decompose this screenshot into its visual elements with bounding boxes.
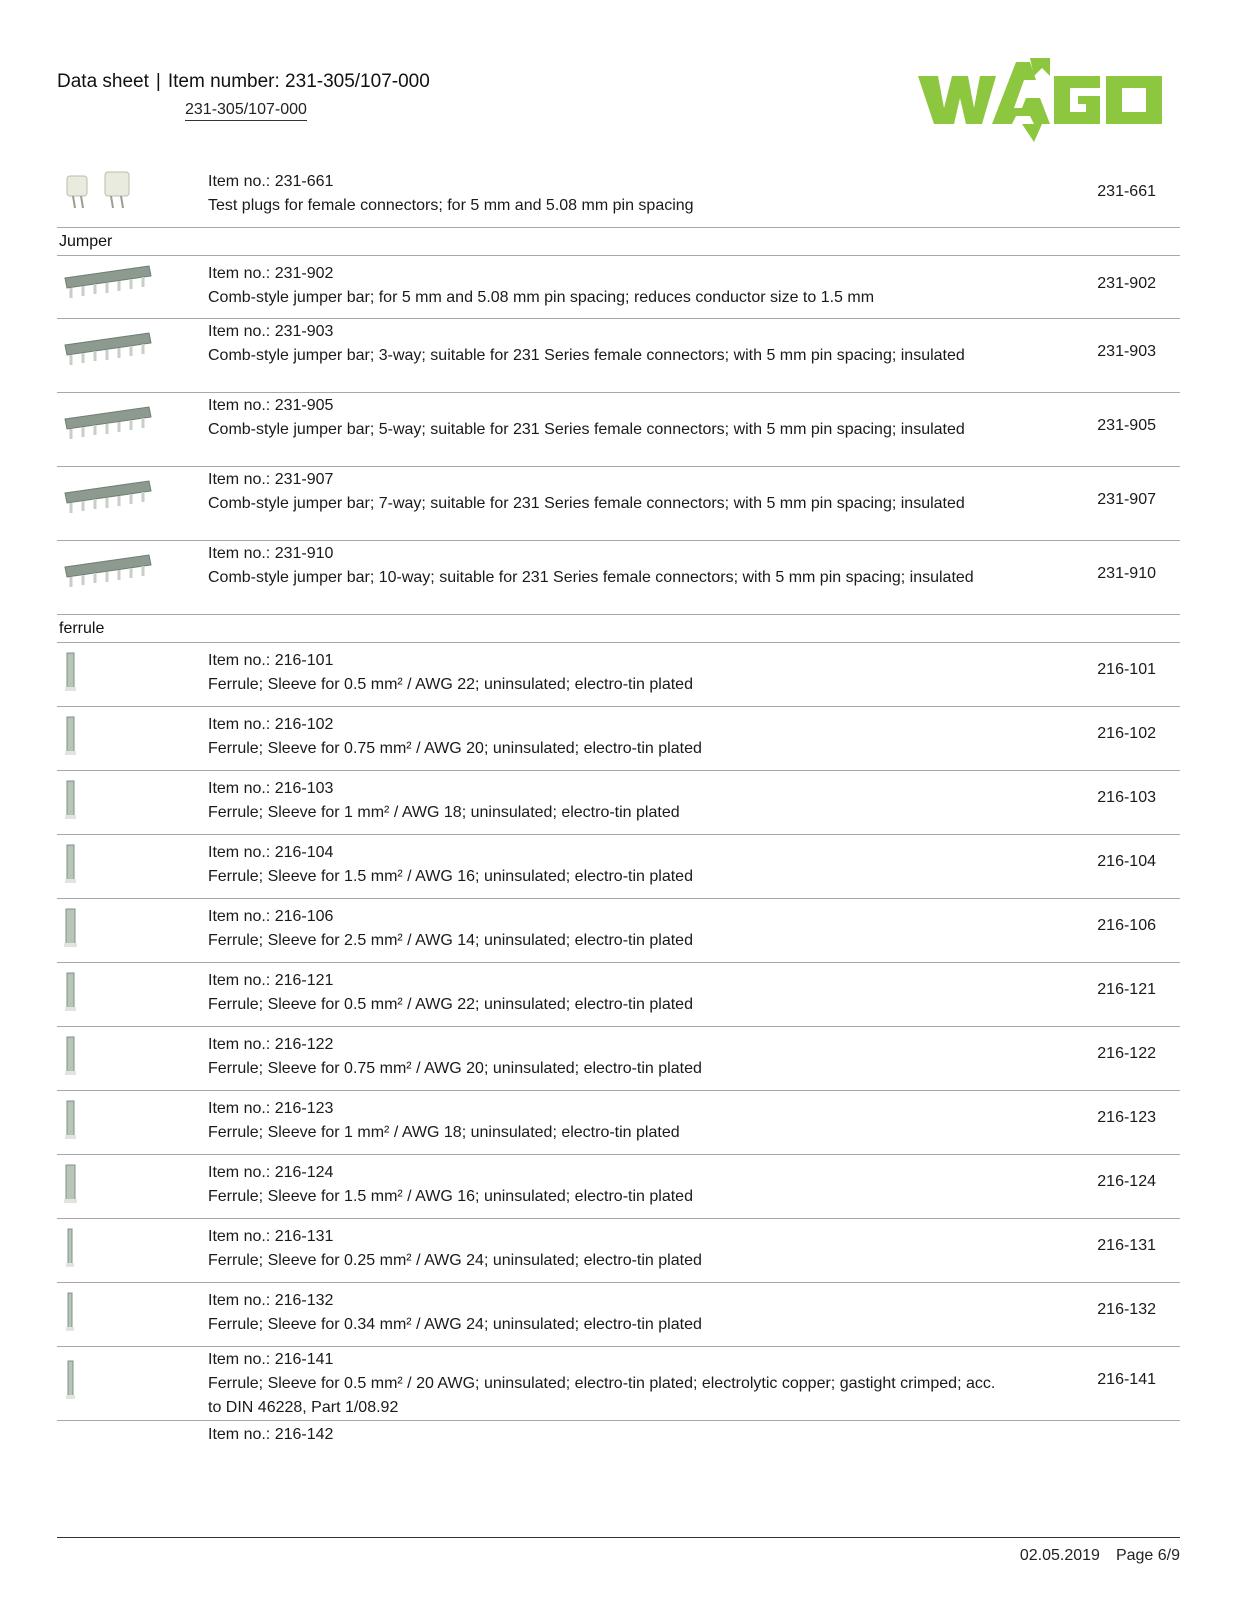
item-description: Comb-style jumper bar; 5-way; suitable for 231 Series female connectors; with 5 mm pin spacing; insulated [208, 421, 965, 438]
table-row [57, 541, 1180, 615]
item-description: Ferrule; Sleeve for 0.5 mm² / AWG 22; uninsulated; electro-tin plated [208, 676, 693, 693]
item-number: Item no.: 216-122 [208, 1036, 334, 1053]
item-description: Ferrule; Sleeve for 1 mm² / AWG 18; uninsulated; electro-tin plated [208, 1124, 680, 1141]
table-row [57, 963, 1180, 1027]
item-number: Item no.: 231-910 [208, 545, 334, 562]
category-row-ferrule [57, 615, 1180, 643]
item-number: Item no.: 216-123 [208, 1100, 334, 1117]
item-code: 216-123 [1097, 1109, 1156, 1126]
item-description: Ferrule; Sleeve for 1.5 mm² / AWG 16; uninsulated; electro-tin plated [208, 1188, 693, 1205]
item-description: Ferrule; Sleeve for 0.75 mm² / AWG 20; uninsulated; electro-tin plated [208, 1060, 702, 1077]
ferrule-icon [61, 1163, 153, 1207]
jumper-bar-icon [61, 403, 153, 443]
table-row [57, 467, 1180, 541]
footer-divider [57, 1537, 1180, 1538]
table-row [57, 707, 1180, 771]
category-label: ferrule [59, 620, 105, 637]
item-code: 231-661 [1097, 183, 1156, 200]
item-code: 216-101 [1097, 661, 1156, 678]
page-footer [1020, 1547, 1180, 1565]
item-description: Comb-style jumper bar; 10-way; suitable for 231 Series female connectors; with 5 mm pin spacing; insulated [208, 569, 974, 586]
table-row [57, 319, 1180, 393]
item-number: Item no.: 216-103 [208, 780, 334, 797]
table-row [57, 899, 1180, 963]
footer-date: 02.05.2019 [1019, 1547, 1100, 1564]
item-number: Item no.: 216-141 [208, 1351, 334, 1368]
ferrule-icon [61, 843, 153, 887]
item-number: Item no.: 216-102 [208, 716, 334, 733]
item-code: 231-907 [1097, 491, 1156, 508]
category-row-jumper [57, 228, 1180, 256]
item-description: Ferrule; Sleeve for 0.5 mm² / 20 AWG; uninsulated; electro-tin plated; electrolytic copper; gastight crimped; acc. to DIN 46228, Part 1/08.92 [208, 1375, 996, 1416]
item-code: 231-902 [1097, 275, 1156, 292]
item-code: 231-910 [1097, 565, 1156, 582]
jumper-bar-icon [61, 477, 153, 517]
item-description: Comb-style jumper bar; for 5 mm and 5.08 mm pin spacing; reduces conductor size to 1.5 mm [208, 289, 875, 306]
ferrule-icon [61, 779, 153, 823]
jumper-bar-icon [61, 551, 153, 591]
item-description: Ferrule; Sleeve for 0.75 mm² / AWG 20; uninsulated; electro-tin plated [208, 740, 702, 757]
item-number-title: Item number: 231-305/107-000 [167, 71, 430, 92]
category-label: Jumper [59, 233, 113, 250]
table-row [57, 1155, 1180, 1219]
item-description: Ferrule; Sleeve for 2.5 mm² / AWG 14; uninsulated; electro-tin plated [208, 932, 693, 949]
jumper-bar-icon [61, 262, 153, 302]
ferrule-icon [61, 651, 153, 695]
table-row-partial [57, 1421, 1180, 1451]
table-row [57, 1347, 1180, 1421]
item-number: Item no.: 216-142 [208, 1426, 334, 1443]
ferrule-icon [61, 1227, 153, 1271]
item-code: 216-103 [1097, 789, 1156, 806]
table-row [57, 1091, 1180, 1155]
item-number: Item no.: 231-905 [208, 397, 334, 414]
item-number: Item no.: 231-902 [208, 265, 334, 282]
table-row [57, 771, 1180, 835]
table-row [57, 1283, 1180, 1347]
accessories-table [57, 162, 1180, 1451]
item-code: 216-132 [1097, 1301, 1156, 1318]
item-code: 216-121 [1097, 981, 1156, 998]
item-number: Item no.: 216-101 [208, 652, 334, 669]
test-plug-icon [61, 166, 153, 212]
jumper-bar-icon [61, 329, 153, 369]
item-description: Ferrule; Sleeve for 0.34 mm² / AWG 24; uninsulated; electro-tin plated [208, 1316, 702, 1333]
table-row [57, 256, 1180, 319]
ferrule-icon [61, 907, 153, 951]
item-description: Ferrule; Sleeve for 1.5 mm² / AWG 16; uninsulated; electro-tin plated [208, 868, 693, 885]
item-description: Test plugs for female connectors; for 5 mm and 5.08 mm pin spacing [208, 197, 694, 214]
ferrule-icon [61, 1099, 153, 1143]
ferrule-icon [61, 971, 153, 1015]
item-number: Item no.: 216-124 [208, 1164, 334, 1181]
item-code: 231-905 [1097, 417, 1156, 434]
item-number-link[interactable]: 231-305/107-000 [185, 101, 307, 121]
title-separator: | [155, 71, 161, 92]
item-number: Item no.: 216-106 [208, 908, 334, 925]
table-row [57, 393, 1180, 467]
item-number: Item no.: 231-907 [208, 471, 334, 488]
item-code: 216-122 [1097, 1045, 1156, 1062]
item-description: Ferrule; Sleeve for 1 mm² / AWG 18; uninsulated; electro-tin plated [208, 804, 680, 821]
table-row [57, 835, 1180, 899]
item-code: 216-106 [1097, 917, 1156, 934]
doc-type: Data sheet [57, 71, 149, 92]
item-description: Comb-style jumper bar; 7-way; suitable for 231 Series female connectors; with 5 mm pin spacing; insulated [208, 495, 965, 512]
item-code: 216-124 [1097, 1173, 1156, 1190]
item-description: Ferrule; Sleeve for 0.5 mm² / AWG 22; uninsulated; electro-tin plated [208, 996, 693, 1013]
table-row [57, 1219, 1180, 1283]
page-title [57, 71, 430, 93]
table-row [57, 643, 1180, 707]
ferrule-icon [61, 1035, 153, 1079]
item-code: 231-903 [1097, 343, 1156, 360]
item-number: Item no.: 216-104 [208, 844, 334, 861]
table-row [57, 162, 1180, 228]
item-code: 216-102 [1097, 725, 1156, 742]
ferrule-icon [61, 1291, 153, 1335]
page-number: Page 6/9 [1115, 1547, 1180, 1564]
ferrule-icon [61, 1359, 153, 1403]
item-description: Comb-style jumper bar; 3-way; suitable for 231 Series female connectors; with 5 mm pin spacing; insulated [208, 347, 965, 364]
item-code: 216-131 [1097, 1237, 1156, 1254]
item-number: Item no.: 216-121 [208, 972, 334, 989]
item-description: Ferrule; Sleeve for 0.25 mm² / AWG 24; uninsulated; electro-tin plated [208, 1252, 702, 1269]
item-code: 216-104 [1097, 853, 1156, 870]
wago-logo [918, 58, 1178, 142]
item-number: Item no.: 216-131 [208, 1228, 334, 1245]
ferrule-icon [61, 715, 153, 759]
item-number: Item no.: 216-132 [208, 1292, 334, 1309]
table-row [57, 1027, 1180, 1091]
item-code: 216-141 [1097, 1371, 1156, 1388]
item-number: Item no.: 231-903 [208, 323, 334, 340]
item-number: Item no.: 231-661 [208, 173, 334, 190]
